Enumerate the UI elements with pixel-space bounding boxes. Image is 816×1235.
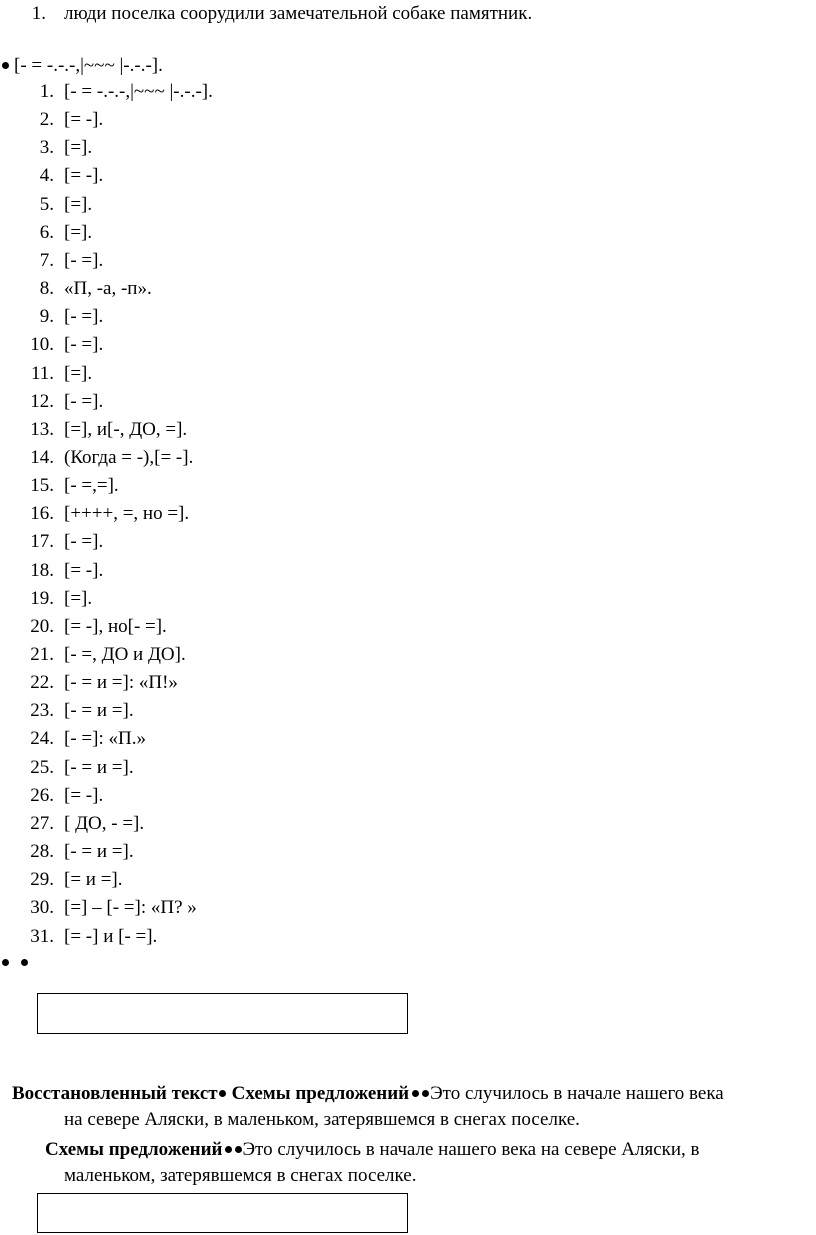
list-item-scheme: [- =]. <box>64 531 104 553</box>
intro-line <box>0 4 816 32</box>
list-item <box>0 476 816 504</box>
list-item <box>0 223 816 251</box>
list-item <box>0 138 816 166</box>
list-item-number: 27. <box>30 812 54 834</box>
list-item <box>0 758 816 786</box>
list-item-number: 22. <box>30 672 54 694</box>
list-item <box>0 617 816 645</box>
list-item <box>0 82 816 110</box>
list-item-scheme: [=]. <box>64 362 93 384</box>
list-item <box>0 279 816 307</box>
list-item-number: 14. <box>30 446 54 468</box>
list-item-number: 18. <box>30 559 54 581</box>
list-item-number: 4. <box>39 165 54 187</box>
list-item-scheme: [= и =]. <box>64 869 123 891</box>
list-item <box>0 927 816 955</box>
list-item-scheme: [=]. <box>64 137 93 159</box>
bullet-icon <box>2 959 9 966</box>
list-item-scheme: [- =]. <box>64 306 104 328</box>
restored-schemes-label: Схемы предложений <box>231 1083 410 1104</box>
double-bullet <box>2 953 28 972</box>
list-item <box>0 786 816 814</box>
list-item-scheme: [= -], но[- =]. <box>64 615 167 637</box>
restored-title: Восстановленный текст <box>12 1083 218 1104</box>
list-item-number: 13. <box>30 418 54 440</box>
list-item <box>0 898 816 926</box>
list-item <box>0 504 816 532</box>
list-item <box>0 420 816 448</box>
list-item-number: 31. <box>30 925 54 947</box>
list-item <box>0 814 816 842</box>
list-item-scheme: [- = и =]: «П!» <box>64 672 178 694</box>
list-item-scheme: (Когда = -),[= -]. <box>64 446 194 468</box>
restored-line-1 <box>12 1084 724 1103</box>
bullet-icon <box>2 56 9 75</box>
list-item-number: 25. <box>30 756 54 778</box>
list-item-number: 26. <box>30 784 54 806</box>
schemes-text-1: Это случилось в начале нашего века на севере Аляски, в <box>242 1139 700 1160</box>
list-item-number: 2. <box>39 109 54 131</box>
list-item-scheme: [- = и =]. <box>64 700 134 722</box>
list-item-number: 6. <box>39 221 54 243</box>
scheme-header-line <box>0 56 816 84</box>
list-item <box>0 673 816 701</box>
schemes-line-1 <box>45 1140 700 1159</box>
list-item <box>0 842 816 870</box>
list-item-scheme: [- =]. <box>64 334 104 356</box>
list-item-number: 11. <box>30 362 54 384</box>
list-item <box>0 645 816 673</box>
bullet-icon <box>225 1146 232 1153</box>
list-item <box>0 307 816 335</box>
list-item <box>0 364 816 392</box>
list-item-number: 10. <box>30 334 54 356</box>
list-item-scheme: [= -]. <box>64 109 104 131</box>
restored-text-2: на севере Аляски, в маленьком, затерявшемся в снегах поселке. <box>64 1109 580 1130</box>
bullet-icon <box>21 959 28 966</box>
list-item <box>0 251 816 279</box>
list-item <box>0 532 816 560</box>
list-item-number: 9. <box>39 306 54 328</box>
schemes-line-2 <box>64 1166 416 1185</box>
list-item-number: 12. <box>30 390 54 412</box>
intro-text: люди поселка соорудили замечательной собаке памятник. <box>64 3 533 24</box>
answer-box[interactable] <box>37 1193 408 1233</box>
list-item-scheme: [- =]: «П.» <box>64 728 146 750</box>
list-item-number: 24. <box>30 728 54 750</box>
answer-box[interactable] <box>37 993 408 1034</box>
list-item-number: 1. <box>39 81 54 102</box>
list-item-scheme: [= -]. <box>64 559 104 581</box>
list-item <box>0 392 816 420</box>
intro-number: 1. <box>31 3 46 24</box>
list-item <box>0 195 816 223</box>
list-item-scheme: [= -]. <box>64 165 104 187</box>
list-item <box>0 166 816 194</box>
list-item-scheme: [=]. <box>64 193 93 215</box>
list-item-scheme: [- =,=]. <box>64 475 119 497</box>
list-item-number: 7. <box>39 249 54 271</box>
list-item-scheme: [- =]. <box>64 390 104 412</box>
list-item-number: 3. <box>39 137 54 159</box>
restored-text-1: Это случилось в начале нашего века <box>430 1083 724 1104</box>
list-item-scheme: [ ДО, - =]. <box>64 812 145 834</box>
list-item-number: 8. <box>39 278 54 300</box>
list-item-scheme: [= -]. <box>64 784 104 806</box>
list-item-number: 30. <box>30 897 54 919</box>
list-item <box>0 448 816 476</box>
list-item-number: 15. <box>30 475 54 497</box>
list-item-scheme: [- = и =]. <box>64 841 134 863</box>
list-item-scheme: [= -] и [- =]. <box>64 925 158 947</box>
list-item-number: 20. <box>30 615 54 637</box>
list-item-number: 29. <box>30 869 54 891</box>
schemes-label: Схемы предложений <box>45 1139 223 1160</box>
restored-line-2 <box>64 1110 580 1129</box>
schemes-text-2: маленьком, затерявшемся в снегах поселке. <box>64 1165 417 1186</box>
list-item-number: 21. <box>30 644 54 665</box>
list-item-number: 17. <box>30 531 54 553</box>
list-item-scheme: [=] – [- =]: «П? » <box>64 897 197 919</box>
list-item <box>0 335 816 363</box>
list-item <box>0 870 816 898</box>
bullet-icon <box>412 1090 419 1097</box>
list-item-number: 19. <box>30 587 54 609</box>
list-item <box>0 701 816 729</box>
list-item-scheme: [- = -.-.-,|~~~ |-.-.-]. <box>64 81 213 102</box>
list-item <box>0 589 816 617</box>
list-item-scheme: [++++, =, но =]. <box>64 503 190 525</box>
list-item-number: 23. <box>30 700 54 722</box>
bullet-icon <box>235 1146 242 1153</box>
bullet-icon <box>422 1090 429 1097</box>
list-item-scheme: [=]. <box>64 221 93 243</box>
scheme-header: [- = -.-.-,|~~~ |-.-.-]. <box>14 55 163 76</box>
list-item-number: 28. <box>30 841 54 863</box>
list-item <box>0 110 816 138</box>
bullet-icon <box>219 1090 226 1097</box>
list-item-number: 5. <box>39 193 54 215</box>
list-item-number: 16. <box>30 503 54 525</box>
list-item-scheme: [- =]. <box>64 249 104 271</box>
list-item-scheme: [- = и =]. <box>64 756 134 778</box>
list-item-scheme: [- =, ДО и ДО]. <box>64 644 186 665</box>
list-item <box>0 729 816 757</box>
list-item-scheme: [=], и[-, ДО, =]. <box>64 418 188 440</box>
list-item-scheme: «П, -а, -п». <box>64 278 152 300</box>
list-item-scheme: [=]. <box>64 587 93 609</box>
list-item <box>0 561 816 589</box>
